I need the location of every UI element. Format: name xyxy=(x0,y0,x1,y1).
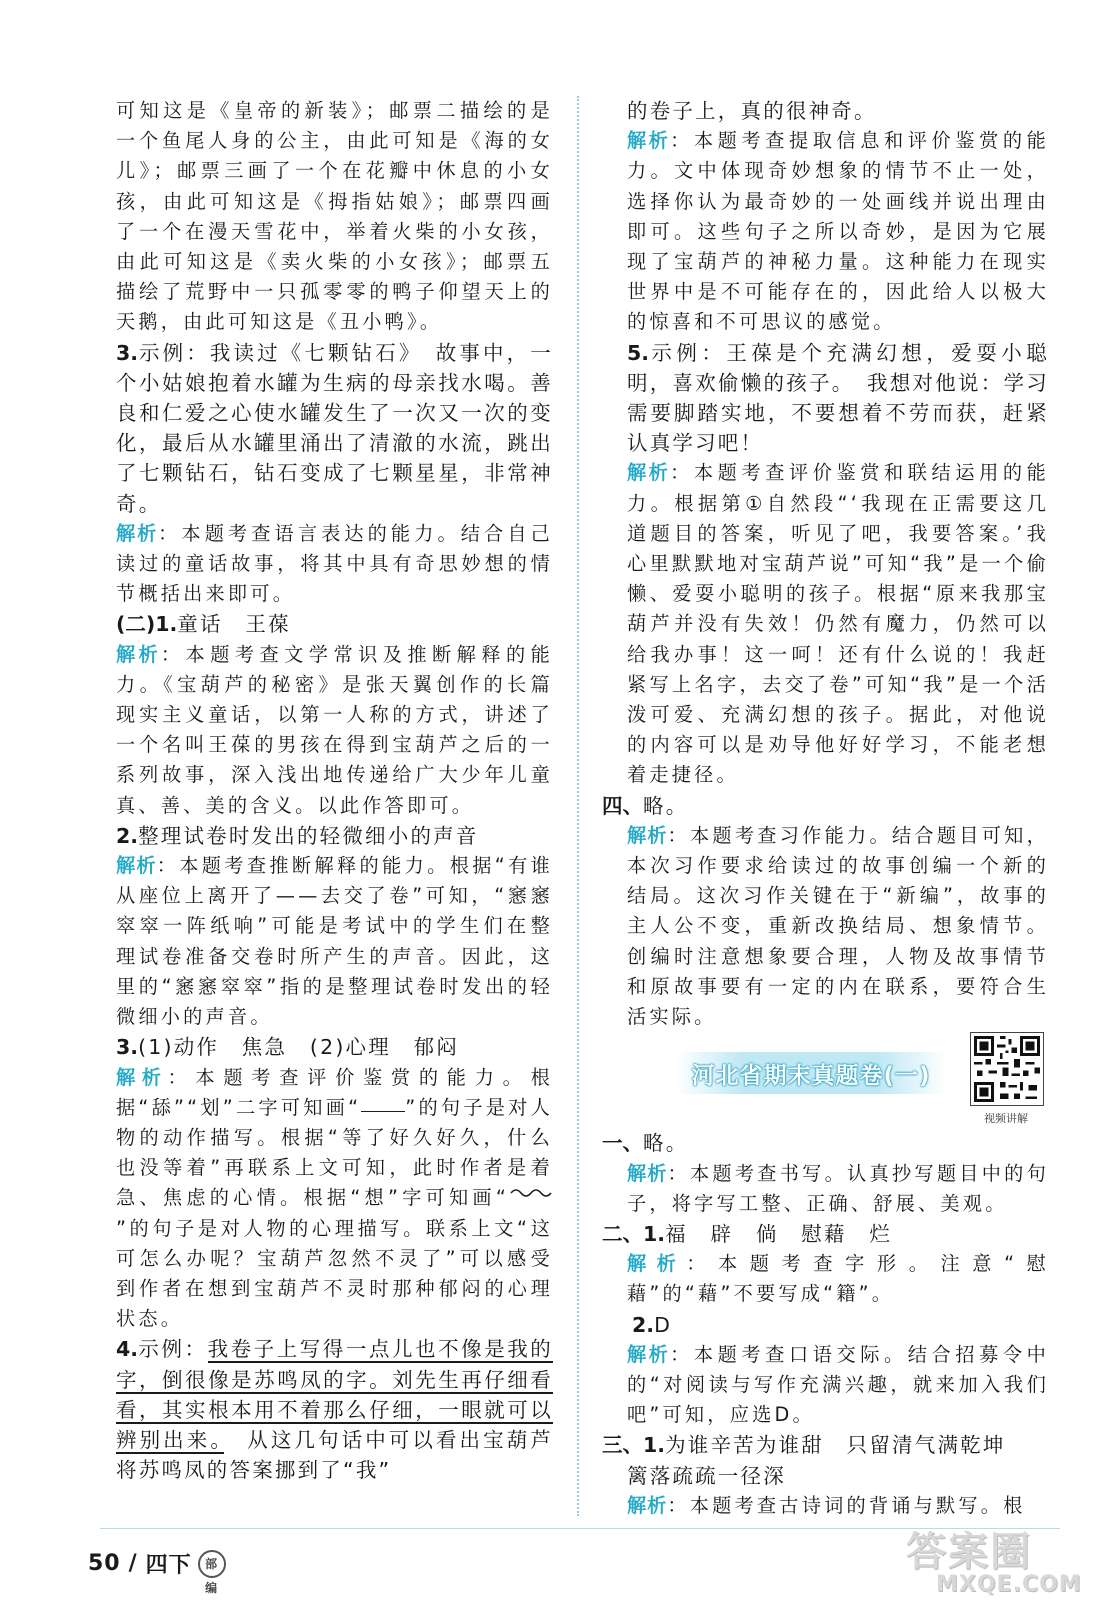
question-number: 2. xyxy=(116,823,139,848)
analysis-label: 解析 xyxy=(627,129,671,153)
analysis-label: 解析 xyxy=(116,642,161,666)
analysis-9: 解析：本题考查字形。注意“慰藉”的“藉”不要写成“籍”。 xyxy=(627,1252,1050,1306)
answer-exam-section-3-q1: 三、1.为谁辛苦为谁甜 只留清气满乾坤 xyxy=(602,1433,1006,1458)
analysis-label: 解析 xyxy=(116,521,159,545)
underline-mark xyxy=(361,1097,405,1112)
question-number: 3. xyxy=(116,1035,139,1060)
answer-q4: 4.示例：我卷子上写得一点儿也不像是我的字，倒很像是苏鸣凤的字。刘先生再仔细看看，其实根本用不着那么仔细，一眼就可以辨别出来。 从这几句话中可以看出宝葫芦将苏鸣凤的答案挪到了“我” xyxy=(116,1337,553,1483)
footer-separator: / xyxy=(128,1551,138,1576)
underlined-quote: 我卷子上写得一点儿也不像是我的字，倒很像是苏鸣凤的字。刘先生再仔细看看，其实根本用不着那么仔细，一眼就可以辨别出来。 xyxy=(116,1337,553,1452)
section-number: 三、1. xyxy=(602,1433,666,1458)
question-number: (二)1. xyxy=(116,612,178,637)
analysis-3: 解析：本题考查推断解释的能力。根据“有谁从座位上离开了——去交了卷”可知，“窸窸窣窣一阵纸响”可能是考试中的学生们在整理试卷准备交卷时所产生的声音。因此，这里的“窸窸窣窣”指的是整理试卷时发出的轻微细小的声音。 xyxy=(116,854,554,1029)
answer-q2: 2.整理试卷时发出的轻微细小的声音 xyxy=(116,823,479,848)
analysis-6: 解析：本题考查评价鉴赏和联结运用的能力。根据第①自然段“‘我现在正需要这几道题目的答案，听见了吧，我要答案。’我心里默默地对宝葫芦说”可知“我”是一个偷懒、爱耍小聪明的孩子。根据“原来我那宝葫芦并没有失效！仍然有魔力，仍然可以给我办事！这一呵！还有什么说的！我赶紧写上名字，去交了卷”可知“我”是一个活泼可爱、充满幻想的孩子。据此，对他说的内容可以是劝导他好好学习，不能老想着走捷径。 xyxy=(627,461,1050,787)
analysis-7: 解析：本题考查习作能力。结合题目可知，本次习作要求给读过的故事创编一个新的结局。这次习作关键在于“新编”，故事的主人公不变，重新改换结局、想象情节。创编时注意想象要合理，人物及故事情节和原故事要有一定的内在联系，要符合生活实际。 xyxy=(627,823,1050,1029)
analysis-label: 解析 xyxy=(116,1065,168,1089)
section-number: 一、 xyxy=(602,1131,643,1156)
analysis-10: 解析：本题考查口语交际。结合招募令中的“对阅读与写作充满兴趣，就来加入我们吧”可知，应选D。 xyxy=(627,1342,1050,1427)
analysis-1: 解析：本题考查语言表达的能力。结合自己读过的童话故事，将其中具有奇思妙想的情节概括出来即可。 xyxy=(116,521,553,606)
answer-exam-section-1: 一、略。 xyxy=(602,1131,689,1156)
answer-continuation-right: 的卷子上，真的很神奇。 xyxy=(627,99,877,123)
answer-exam-section-2-q1: 二、1.福 辟 倘 慰藉 烂 xyxy=(602,1221,893,1246)
analysis-label: 解析 xyxy=(627,1161,668,1185)
wavy-underline-mark xyxy=(509,1184,553,1198)
analysis-8: 解析：本题考查书写。认真抄写题目中的句子，将字写工整、正确、舒展、美观。 xyxy=(627,1161,1050,1215)
section-number: 四、 xyxy=(602,793,643,818)
qr-code-label: 视频讲解 xyxy=(984,1112,1028,1126)
analysis-label: 解析 xyxy=(627,461,671,485)
question-number: 2. xyxy=(632,1312,655,1337)
analysis-5: 解析：本题考查提取信息和评价鉴赏的能力。文中体现奇妙想象的情节不止一处，选择你认为最奇妙的一处画线并说出理由即可。这些句子之所以奇妙，是因为它展现了宝葫芦的神秘力量。这种能力在现实世界中是不可能存在的，因此给人以极大的惊喜和不可思议的感觉。 xyxy=(627,129,1050,334)
question-number: 4. xyxy=(116,1337,139,1362)
answer-exam-section-2-q2: 2.D xyxy=(632,1312,673,1337)
page-number: 50 xyxy=(88,1551,121,1576)
grade-label: 四下 xyxy=(145,1553,192,1578)
analysis-2: 解析：本题考查文学常识及推断解释的能力。《宝葫芦的秘密》是张天翼创作的长篇现实主义童话，以第一人称的方式，讲述了一个名叫王葆的男孩在得到宝葫芦之后的一系列故事，深入浅出地传递给广大少年儿童真、善、美的含义。以此作答即可。 xyxy=(116,642,554,817)
section-number: 二、1. xyxy=(602,1221,666,1246)
left-column xyxy=(116,96,553,1485)
answer-continuation: 可知这是《皇帝的新装》；邮票二描绘的是一个鱼尾人身的公主，由此可知是《海的女儿》；邮票三画了一个在花瓣中休息的小女孩，由此可知这是《拇指姑娘》；邮票四画了一个在漫天雪花中，举着火柴的小女孩，由此可知这是《卖火柴的小女孩》；邮票五描绘了荒野中一只孤零零的鸭子仰望天上的天鹅，由此可知这是《丑小鸭》。 xyxy=(116,99,553,334)
right-column xyxy=(602,96,1049,1521)
answer-q3b: 3.(1)动作 焦急 (2)心理 郁闷 xyxy=(116,1035,460,1060)
analysis-label: 解析 xyxy=(116,854,157,878)
analysis-4: 解析：本题考查评价鉴赏的能力。根据“舔”“划”二字可知画“ ”的句子是对人物的动作描写。根据“等了好久好久，什么也没等着”再联系上文可知，此时作者是着急、焦虑的心情。根据“想”字可知画“”的句子是对人物的心理描写。联系上文“这可怎么办呢？宝葫芦忽然不灵了”可以感受到作者在想到宝葫芦不灵时那种郁闷的心理状态。 xyxy=(116,1065,554,1331)
analysis-label: 解析 xyxy=(627,1252,687,1276)
edition-badge-icon: 部编 xyxy=(198,1550,226,1578)
answer-q3: 3.示例：我读过《七颗钻石》 故事中，一个小姑娘抱着水罐为生病的母亲找水喝。善良和仁爱之心使水罐发生了一次又一次的变化，最后从水罐里涌出了清澈的水流，跳出了七颗钻石，钻石变成了七颗星星，非常神奇。 xyxy=(116,340,553,516)
question-number: 5. xyxy=(627,340,650,365)
question-number: 3. xyxy=(116,340,139,365)
watermark-logo: 答案圈 xyxy=(906,1529,1032,1575)
analysis-11: 解析：本题考查古诗词的背诵与默写。根 xyxy=(627,1493,1026,1517)
column-divider xyxy=(577,96,579,1516)
answer-section-4: 四、略。 xyxy=(602,793,689,818)
analysis-label: 解析 xyxy=(627,1493,668,1517)
watermark-url: MXQE.COM xyxy=(936,1572,1082,1597)
exam-section-header xyxy=(602,1032,1049,1128)
qr-code-icon[interactable] xyxy=(970,1032,1044,1106)
answer-q5: 5.示例：王葆是个充满幻想，爱耍小聪明，喜欢偷懒的孩子。 我想对他说：学习需要脚踏实地，不要想着不劳而获，赶紧认真学习吧！ xyxy=(627,340,1049,456)
answer-section-2-q1: (二)1.童话 王葆 xyxy=(116,612,291,637)
analysis-label: 解析 xyxy=(627,1342,671,1366)
exam-title-banner: 河北省期末真题卷(一) xyxy=(676,1052,946,1094)
answer-exam-section-3-q1-line2: 篱落疏疏一径深 xyxy=(627,1463,786,1488)
analysis-label: 解析 xyxy=(627,823,668,847)
page-footer xyxy=(88,1548,226,1595)
